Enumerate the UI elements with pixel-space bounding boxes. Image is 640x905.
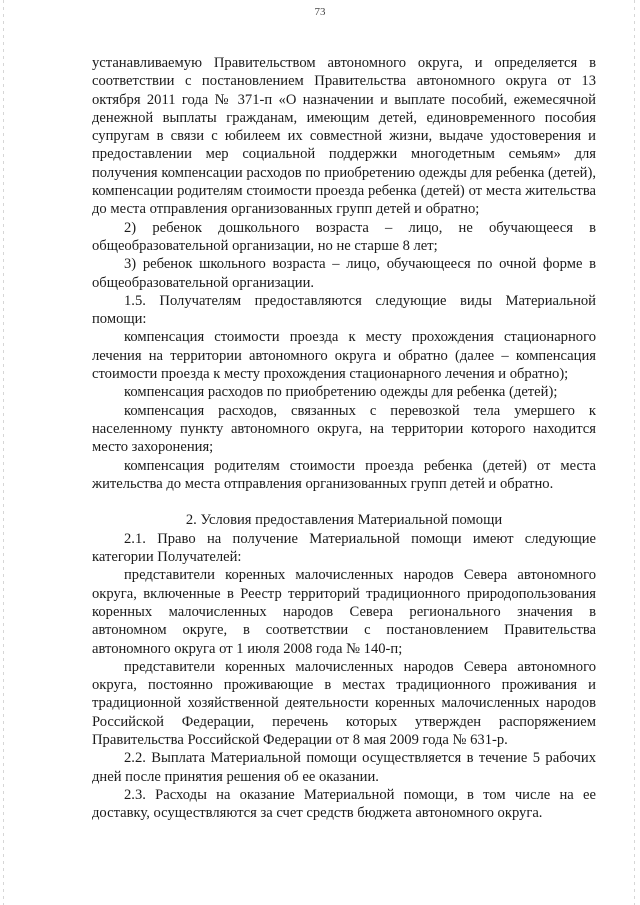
paragraph-school-child: 3) ребенок школьного возраста – лицо, обучающееся по очной форме в общеобразовательной организации. [92,256,596,291]
paragraph-2-1: 2.1. Право на получение Материальной помощи имеют следующие категории Получателей: [92,530,596,566]
list-item-travel-compensation: компенсация стоимости проезда к месту прохождения стационарного лечения на территории автономного округа и обратно (далее – компенсация стоимости проезда к месту прохождения стационарного лечения и обратно); [92,329,596,383]
paragraph-2-3: 2.3. Расходы на оказание Материальной помощи, в том числе на ее доставку, осуществляются за счет средств бюджета автономного округа. [92,786,596,822]
list-item-resident-representatives: представители коренных малочисленных народов Севера автономного округа, постоянно проживающие в местах традиционного проживания и традиционной хозяйственной деятельности коренных малочисленных народов Российской Федерации, перечень которых утвержден распоряжением Правительства Российской Федерации от 8 мая 2009 года № 631-р. [92,658,596,748]
list-item-child-travel-compensation: компенсация родителям стоимости проезда ребенка (детей) от места жительства до места отправления организованных групп детей и обратно. [92,457,596,492]
list-item-clothing-compensation: компенсация расходов по приобретению одежды для ребенка (детей); [124,384,558,401]
scan-edge-left [3,0,4,905]
page-number: 73 [314,6,326,18]
scan-edge-right [634,0,635,905]
list-item-transport-compensation: компенсация расходов, связанных с перевозкой тела умершего к населенному пункту автономного округа, на территории которого находится место захоронения; [92,402,596,456]
document-body [92,54,596,822]
paragraph-continuation: устанавливаемую Правительством автономного округа, и определяется в соответствии с постановлением Правительства автономного округа от 13 октября 2011 года № 371-п «О назначении и выплате пособий, ежемесячной денежной выплаты гражданам, имеющим детей, единовременного пособия супругам в связи с юбилеем их совместной жизни, выдаче удостоверения и предоставлении мер социальной поддержки многодетным семьям» для получения компенсации расходов по приобретению одежды для ребенка (детей), компенсации родителям стоимости проезда ребенка (детей) от места жительства до места отправления организованных групп детей и обратно; [92,55,596,218]
paragraph-2-2: 2.2. Выплата Материальной помощи осуществляется в течение 5 рабочих дней после принятия решения об ее оказании. [92,750,596,785]
paragraph-preschool-child: 2) ребенок дошкольного возраста – лицо, не обучающееся в общеобразовательной организации, но не старше 8 лет; [92,219,596,254]
paragraph-1-5: 1.5. Получателям предоставляются следующие виды Материальной помощи: [92,292,596,328]
list-item-registry-representatives: представители коренных малочисленных народов Севера автономного округа, включенные в Реестр территорий традиционного природопользования коренных малочисленных народов Севера регионального значения в автономном округе, в соответствии с постановлением Правительства автономного округа от 1 июля 2008 года № 140-п; [92,567,596,657]
section-heading: 2. Условия предоставления Материальной помощи [185,512,503,529]
